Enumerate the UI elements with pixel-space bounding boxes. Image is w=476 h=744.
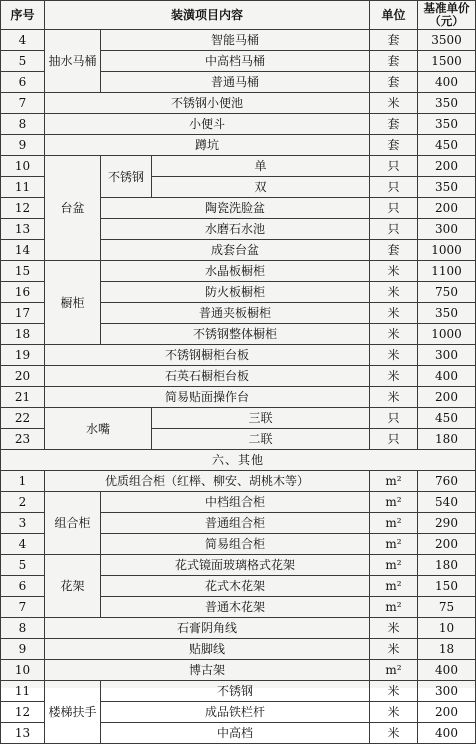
row-item: 石英石橱柜台板 bbox=[45, 366, 370, 387]
row-unit: 只 bbox=[370, 156, 418, 177]
row-item: 二联 bbox=[152, 429, 370, 450]
row-price: 540 bbox=[418, 492, 476, 513]
row-price: 450 bbox=[418, 408, 476, 429]
row-item: 石膏阴角线 bbox=[45, 618, 370, 639]
row-price: 290 bbox=[418, 513, 476, 534]
row-no: 12 bbox=[1, 198, 45, 219]
group-basin: 台盆 bbox=[45, 156, 101, 261]
row-price: 450 bbox=[418, 135, 476, 156]
row-unit: 米 bbox=[370, 93, 418, 114]
table-row bbox=[1, 618, 476, 639]
row-price: 200 bbox=[418, 387, 476, 408]
row-unit: 套 bbox=[370, 114, 418, 135]
table-row bbox=[1, 114, 476, 135]
row-unit: 只 bbox=[370, 177, 418, 198]
group-combo-cabinet: 组合柜 bbox=[45, 492, 101, 555]
row-no: 8 bbox=[1, 114, 45, 135]
table-header-row bbox=[1, 1, 476, 30]
row-item: 优质组合柜（红榉、柳安、胡桃木等） bbox=[45, 471, 370, 492]
row-item: 不锈钢小便池 bbox=[45, 93, 370, 114]
row-item: 单 bbox=[152, 156, 370, 177]
row-no: 4 bbox=[1, 30, 45, 51]
row-unit: 只 bbox=[370, 408, 418, 429]
row-price: 300 bbox=[418, 345, 476, 366]
row-unit: 米 bbox=[370, 387, 418, 408]
row-no: 5 bbox=[1, 555, 45, 576]
row-no: 11 bbox=[1, 681, 45, 702]
row-no: 10 bbox=[1, 156, 45, 177]
row-item: 花式木花架 bbox=[101, 576, 370, 597]
row-item: 陶瓷洗脸盆 bbox=[101, 198, 370, 219]
table-row bbox=[1, 387, 476, 408]
row-no: 17 bbox=[1, 303, 45, 324]
row-item: 简易贴面操作台 bbox=[45, 387, 370, 408]
row-item: 花式镜面玻璃格式花架 bbox=[101, 555, 370, 576]
group-faucet: 水嘴 bbox=[45, 408, 152, 450]
row-no: 9 bbox=[1, 639, 45, 660]
row-unit: 米 bbox=[370, 261, 418, 282]
row-price: 180 bbox=[418, 555, 476, 576]
row-item: 中高档马桶 bbox=[101, 51, 370, 72]
row-price: 300 bbox=[418, 219, 476, 240]
row-unit: 米 bbox=[370, 723, 418, 744]
header-unit: 单位 bbox=[370, 1, 418, 30]
section-row bbox=[1, 450, 476, 471]
table-row bbox=[1, 492, 476, 513]
row-no: 9 bbox=[1, 135, 45, 156]
row-unit: 套 bbox=[370, 135, 418, 156]
row-item: 成套台盆 bbox=[101, 240, 370, 261]
table-row bbox=[1, 135, 476, 156]
row-unit: 米 bbox=[370, 345, 418, 366]
row-price: 350 bbox=[418, 177, 476, 198]
table-row bbox=[1, 555, 476, 576]
row-price: 400 bbox=[418, 723, 476, 744]
row-no: 23 bbox=[1, 429, 45, 450]
row-item: 双 bbox=[152, 177, 370, 198]
row-no: 6 bbox=[1, 72, 45, 93]
row-price: 200 bbox=[418, 702, 476, 723]
row-item: 简易组合柜 bbox=[101, 534, 370, 555]
row-price: 400 bbox=[418, 72, 476, 93]
row-no: 16 bbox=[1, 282, 45, 303]
row-item: 三联 bbox=[152, 408, 370, 429]
row-unit: m² bbox=[370, 534, 418, 555]
row-no: 2 bbox=[1, 492, 45, 513]
row-unit: 米 bbox=[370, 702, 418, 723]
row-price: 200 bbox=[418, 156, 476, 177]
row-no: 1 bbox=[1, 471, 45, 492]
row-no: 15 bbox=[1, 261, 45, 282]
row-price: 10 bbox=[418, 618, 476, 639]
row-item: 普通组合柜 bbox=[101, 513, 370, 534]
row-price: 18 bbox=[418, 639, 476, 660]
table-row bbox=[1, 93, 476, 114]
row-price: 200 bbox=[418, 198, 476, 219]
row-item: 小便斗 bbox=[45, 114, 370, 135]
row-unit: m² bbox=[370, 471, 418, 492]
table-row bbox=[1, 366, 476, 387]
row-no: 14 bbox=[1, 240, 45, 261]
section-title: 六、其他 bbox=[1, 450, 476, 471]
row-no: 19 bbox=[1, 345, 45, 366]
row-item: 防火板橱柜 bbox=[101, 282, 370, 303]
row-no: 11 bbox=[1, 177, 45, 198]
row-unit: 米 bbox=[370, 681, 418, 702]
row-no: 10 bbox=[1, 660, 45, 681]
row-unit: 套 bbox=[370, 30, 418, 51]
row-no: 13 bbox=[1, 219, 45, 240]
row-item: 博古架 bbox=[45, 660, 370, 681]
row-no: 7 bbox=[1, 597, 45, 618]
table-row bbox=[1, 681, 476, 702]
row-no: 5 bbox=[1, 51, 45, 72]
row-no: 3 bbox=[1, 513, 45, 534]
row-price: 300 bbox=[418, 681, 476, 702]
row-item: 水晶板橱柜 bbox=[101, 261, 370, 282]
row-item: 普通夹板橱柜 bbox=[101, 303, 370, 324]
header-no: 序号 bbox=[1, 1, 45, 30]
row-price: 1500 bbox=[418, 51, 476, 72]
row-unit: 只 bbox=[370, 219, 418, 240]
row-no: 20 bbox=[1, 366, 45, 387]
row-unit: 米 bbox=[370, 618, 418, 639]
row-item: 不锈钢橱柜台板 bbox=[45, 345, 370, 366]
table-row bbox=[1, 408, 476, 429]
row-price: 350 bbox=[418, 303, 476, 324]
row-unit: 套 bbox=[370, 72, 418, 93]
row-no: 12 bbox=[1, 702, 45, 723]
table-row bbox=[1, 660, 476, 681]
row-price: 1100 bbox=[418, 261, 476, 282]
group-cabinet: 橱柜 bbox=[45, 261, 101, 345]
group-toilet: 抽水马桶 bbox=[45, 30, 101, 93]
table-row bbox=[1, 639, 476, 660]
row-item: 不锈钢 bbox=[101, 681, 370, 702]
row-no: 6 bbox=[1, 576, 45, 597]
table-row bbox=[1, 345, 476, 366]
group-stainless: 不锈钢 bbox=[101, 156, 152, 198]
row-price: 3500 bbox=[418, 30, 476, 51]
row-unit: m² bbox=[370, 576, 418, 597]
table-row bbox=[1, 30, 476, 51]
row-unit: m² bbox=[370, 555, 418, 576]
row-unit: 米 bbox=[370, 366, 418, 387]
row-no: 4 bbox=[1, 534, 45, 555]
row-item: 中高档 bbox=[101, 723, 370, 744]
row-item: 成品铁栏杆 bbox=[101, 702, 370, 723]
row-price: 400 bbox=[418, 660, 476, 681]
row-unit: 米 bbox=[370, 282, 418, 303]
row-price: 350 bbox=[418, 114, 476, 135]
row-price: 200 bbox=[418, 534, 476, 555]
row-no: 8 bbox=[1, 618, 45, 639]
row-item: 普通木花架 bbox=[101, 597, 370, 618]
row-item: 中档组合柜 bbox=[101, 492, 370, 513]
row-unit: 套 bbox=[370, 240, 418, 261]
row-price: 75 bbox=[418, 597, 476, 618]
row-price: 750 bbox=[418, 282, 476, 303]
row-price: 1000 bbox=[418, 324, 476, 345]
row-price: 150 bbox=[418, 576, 476, 597]
row-item: 蹲坑 bbox=[45, 135, 370, 156]
row-no: 18 bbox=[1, 324, 45, 345]
group-flower-rack: 花架 bbox=[45, 555, 101, 618]
row-unit: 套 bbox=[370, 51, 418, 72]
row-unit: 只 bbox=[370, 198, 418, 219]
table-row bbox=[1, 471, 476, 492]
row-item: 水磨石水池 bbox=[101, 219, 370, 240]
row-price: 400 bbox=[418, 366, 476, 387]
row-unit: m² bbox=[370, 660, 418, 681]
header-price: 基准单价（元） bbox=[418, 1, 476, 30]
table-row bbox=[1, 261, 476, 282]
header-item: 装潢项目内容 bbox=[45, 1, 370, 30]
row-item: 智能马桶 bbox=[101, 30, 370, 51]
row-price: 1000 bbox=[418, 240, 476, 261]
row-unit: 米 bbox=[370, 303, 418, 324]
row-no: 13 bbox=[1, 723, 45, 744]
row-price: 350 bbox=[418, 93, 476, 114]
row-unit: m² bbox=[370, 597, 418, 618]
group-stair-railing: 楼梯扶手 bbox=[45, 681, 101, 744]
row-price: 760 bbox=[418, 471, 476, 492]
row-unit: m² bbox=[370, 492, 418, 513]
row-unit: 米 bbox=[370, 324, 418, 345]
row-item: 贴脚线 bbox=[45, 639, 370, 660]
row-item: 不锈钢整体橱柜 bbox=[101, 324, 370, 345]
row-no: 21 bbox=[1, 387, 45, 408]
table-row bbox=[1, 156, 476, 177]
row-unit: 只 bbox=[370, 429, 418, 450]
row-unit: 米 bbox=[370, 639, 418, 660]
row-no: 7 bbox=[1, 93, 45, 114]
row-no: 22 bbox=[1, 408, 45, 429]
row-item: 普通马桶 bbox=[101, 72, 370, 93]
row-price: 180 bbox=[418, 429, 476, 450]
row-unit: m² bbox=[370, 513, 418, 534]
